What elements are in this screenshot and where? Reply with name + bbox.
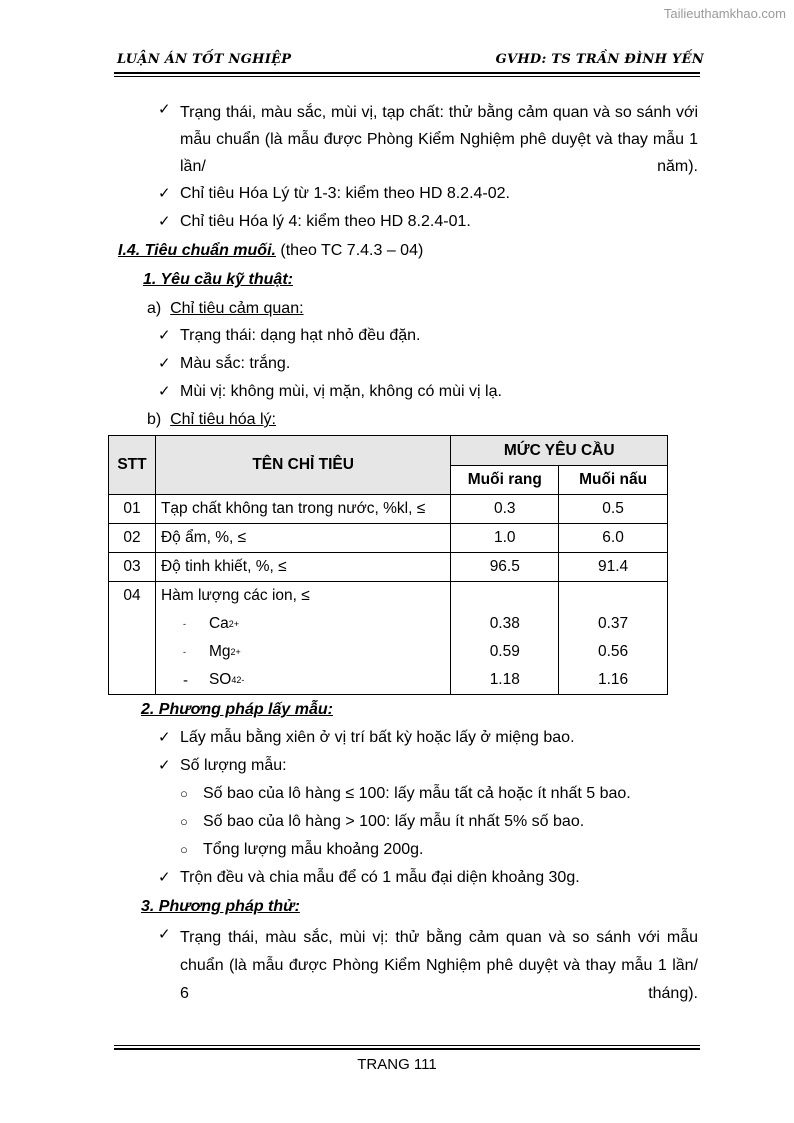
circle-bullet-icon: ○ (180, 814, 188, 829)
header-advisor: GVHD: TS TRẦN ĐÌNH YẾN (495, 52, 704, 67)
footer-rule-thin (114, 1045, 700, 1046)
sensory-item-2: Màu sắc: trắng. (180, 355, 291, 372)
check-icon: ✓ (158, 213, 171, 230)
footer-rule (114, 1048, 700, 1050)
intro-bullet-3: Chỉ tiêu Hóa lý 4: kiểm theo HD 8.2.4-01. (180, 213, 471, 230)
watermark: Tailieuthamkhao.com (663, 6, 786, 21)
ion-row-title: Hàm lượng các ion, ≤ (160, 587, 310, 604)
ion-magnesium: - Mg 2+ (182, 643, 241, 660)
intro-bullet-1: Trạng thái, màu sắc, mùi vị, tạp chất: thử bằng cảm quan và so sánh với mẫu chuẩn (là mẫu được Phòng Kiểm Nghiệm phê duyệt và thay mẫu 1 lần/ năm). (180, 104, 698, 175)
salt-specification-table (108, 435, 668, 695)
subsection-2-heading: 2. Phương pháp lấy mẫu: (141, 701, 333, 718)
intro-bullet-2: Chỉ tiêu Hóa Lý từ 1-3: kiểm theo HD 8.2.4-02. (180, 185, 510, 202)
circle-bullet-icon: ○ (180, 786, 188, 801)
table-row-ions: 04 Hàm lượng các ion, ≤ - Ca 2+ - Mg 2+ - SO 4 2- 0.38 0.59 1.18 0.37 0.56 1.16 (109, 582, 668, 695)
section-heading-title: I.4. Tiêu chuẩn muối. (118, 242, 276, 259)
section-heading (118, 240, 423, 262)
header-rule (114, 72, 700, 74)
test-method-item: Trạng thái, màu sắc, mùi vị: thử bằng cảm quan và so sánh với mẫu chuẩn (là mẫu được Phòng Kiểm Nghiệm phê duyệt và thay mẫu 1 lần/ 6 tháng). (180, 929, 698, 1002)
check-icon: ✓ (158, 926, 171, 943)
header-rule-thin (114, 76, 700, 77)
ion-calcium: - Ca 2+ (182, 615, 240, 632)
check-icon: ✓ (158, 869, 171, 886)
sensory-item-3: Mùi vị: không mùi, vị mặn, không có mùi vị lạ. (180, 383, 502, 400)
table-header-name: TÊN CHỈ TIÊU (155, 436, 450, 495)
check-icon: ✓ (158, 757, 171, 774)
sensory-item-1: Trạng thái: dạng hạt nhỏ đều đặn. (180, 327, 421, 344)
sampling-item-3: Trộn đều và chia mẫu để có 1 mẫu đại diện khoảng 30g. (180, 869, 580, 886)
sample-count-item-1: Số bao của lô hàng ≤ 100: lấy mẫu tất cả hoặc ít nhất 5 bao. (203, 785, 631, 802)
header-thesis-title: LUẬN ÁN TỐT NGHIỆP (117, 52, 292, 67)
page-number: TRANG 111 (357, 1056, 437, 1073)
check-icon: ✓ (158, 185, 171, 202)
check-icon: ✓ (158, 729, 171, 746)
table-row: 03 Độ tinh khiết, %, ≤ 96.5 91.4 (109, 553, 668, 582)
physchem-criteria-heading: b) Chỉ tiêu hóa lý: (147, 411, 276, 428)
table-header-roasted-salt: Muối rang (451, 466, 559, 495)
section-heading-note: (theo TC 7.4.3 – 04) (280, 242, 424, 259)
sampling-item-2: Số lượng mẫu: (180, 757, 287, 774)
subsection-3-heading: 3. Phương pháp thử: (141, 898, 300, 915)
table-row: 01 Tạp chất không tan trong nước, %kl, ≤ 0.3 0.5 (109, 495, 668, 524)
table-header-boiled-salt: Muối nấu (559, 466, 668, 495)
subsection-1-heading: 1. Yêu cầu kỹ thuật: (143, 271, 293, 288)
circle-bullet-icon: ○ (180, 842, 188, 857)
check-icon: ✓ (158, 101, 171, 118)
sample-count-item-3: Tổng lượng mẫu khoảng 200g. (203, 841, 424, 858)
ion-sulfate: - SO 4 2- (182, 671, 245, 689)
check-icon: ✓ (158, 383, 171, 400)
table-row: 02 Độ ẩm, %, ≤ 1.0 6.0 (109, 524, 668, 553)
check-icon: ✓ (158, 327, 171, 344)
check-icon: ✓ (158, 355, 171, 372)
sampling-item-1: Lấy mẫu bằng xiên ở vị trí bất kỳ hoặc lấy ở miệng bao. (180, 729, 575, 746)
table-header-level: MỨC YÊU CẦU (451, 436, 668, 466)
table-header-stt: STT (109, 436, 156, 495)
sample-count-item-2: Số bao của lô hàng > 100: lấy mẫu ít nhất 5% số bao. (203, 813, 585, 830)
sensory-criteria-heading: a) Chỉ tiêu cảm quan: (147, 300, 304, 317)
